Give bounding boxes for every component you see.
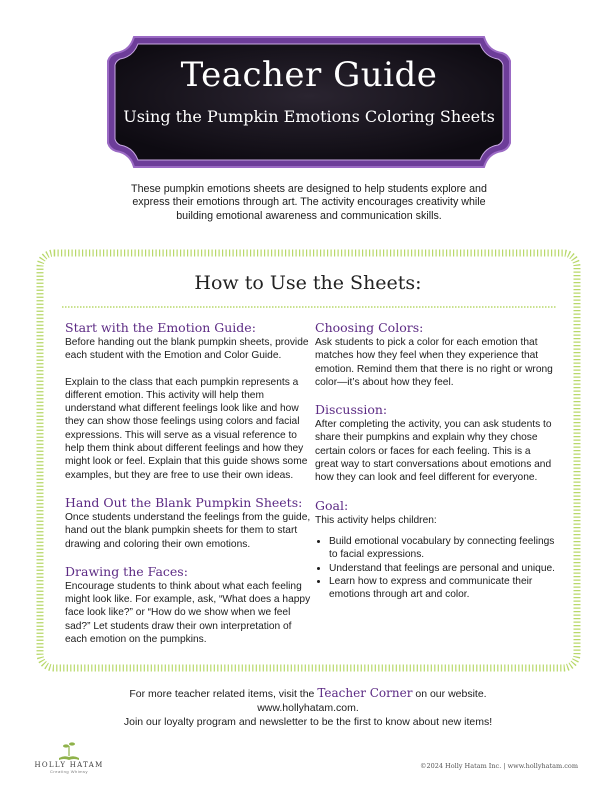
goal-item: • Learn how to express and communicate their emotions through art and color. bbox=[329, 575, 555, 602]
goal-list bbox=[315, 535, 555, 601]
book-icon bbox=[33, 738, 105, 762]
handout-heading: Hand Out the Blank Pumpkin Sheets: bbox=[65, 494, 303, 510]
footer bbox=[80, 686, 536, 729]
colors-paragraph: Ask students to pick a color for each emotion that matches how they feel when they experience that emotion. Remind them that there is no right or wrong color—it’s about how they feel. bbox=[315, 337, 553, 388]
footer-text: For more teacher related items, visit the bbox=[129, 688, 315, 700]
footer-website[interactable]: on our website. www.hollyhatam.com. bbox=[257, 688, 487, 714]
copyright: ©2024 Holly Hatam Inc. | www.hollyhatam.com bbox=[419, 762, 578, 770]
footer-newsletter: Join our loyalty program and newsletter to be the first to know about new items! bbox=[123, 716, 493, 728]
brand-logo bbox=[33, 738, 105, 774]
goal-intro: This activity helps children: bbox=[315, 514, 437, 526]
start-paragraph-1: Before handing out the blank pumpkin sheets, provide each student with the Emotion and Color Guide. bbox=[65, 337, 309, 362]
discussion-heading: Discussion: bbox=[315, 402, 388, 418]
start-heading: Start with the Emotion Guide: bbox=[65, 320, 256, 335]
goal-item: • Build emotional vocabulary by connecting feelings to facial expressions. bbox=[329, 535, 555, 562]
colors-heading: Choosing Colors: bbox=[315, 320, 424, 335]
teacher-corner-link[interactable]: Teacher Corner bbox=[317, 686, 413, 700]
left-column bbox=[65, 320, 311, 646]
brand-tagline: Creating Whimsy bbox=[50, 769, 88, 774]
discussion-paragraph: After completing the activity, you can ask students to share their pumpkins and explain why they chose certain colors or faces for each feeling. This is a great way to start conversations about emotions and how they can look and feel different for everyone. bbox=[315, 419, 552, 484]
drawing-paragraph: Encourage students to think about what each feeling might look like. For example, ask, “What does a happy face look like?” or “How do we show when we feel sad?” Let students draw their own interpretation of each emotion on the pumpkins. bbox=[65, 580, 311, 646]
goal-item: • Understand that feelings are personal and unique. bbox=[329, 562, 555, 575]
page-subtitle: Using the Pumpkin Emotions Coloring Sheets bbox=[123, 107, 495, 126]
intro-paragraph: These pumpkin emotions sheets are designed to help students explore and express their emotions through art. The activity encourages creativity while building emotional awareness and communication skills. bbox=[131, 183, 487, 222]
handout-paragraph: Once students understand the feelings from the guide, hand out the blank pumpkin sheets for them to start drawing and coloring their own emotions. bbox=[65, 511, 311, 550]
goal-heading: Goal: bbox=[315, 497, 349, 513]
right-column bbox=[315, 320, 555, 601]
brand-name: HOLLY HATAM bbox=[34, 761, 104, 769]
section-title: How to Use the Sheets: bbox=[194, 272, 422, 294]
drawing-heading: Drawing the Faces: bbox=[65, 563, 188, 579]
start-paragraph-2: Explain to the class that each pumpkin represents a different emotion. This activity will help them understand what different feelings look like and how they can show those feelings using colors and facial expressions. This will serve as a visual reference to help them think about different feelings and how they might look or feel. Explain that this guide shows some examples, but they are free to use their own ideas. bbox=[65, 376, 308, 481]
page-title: Teacher Guide bbox=[180, 55, 438, 95]
